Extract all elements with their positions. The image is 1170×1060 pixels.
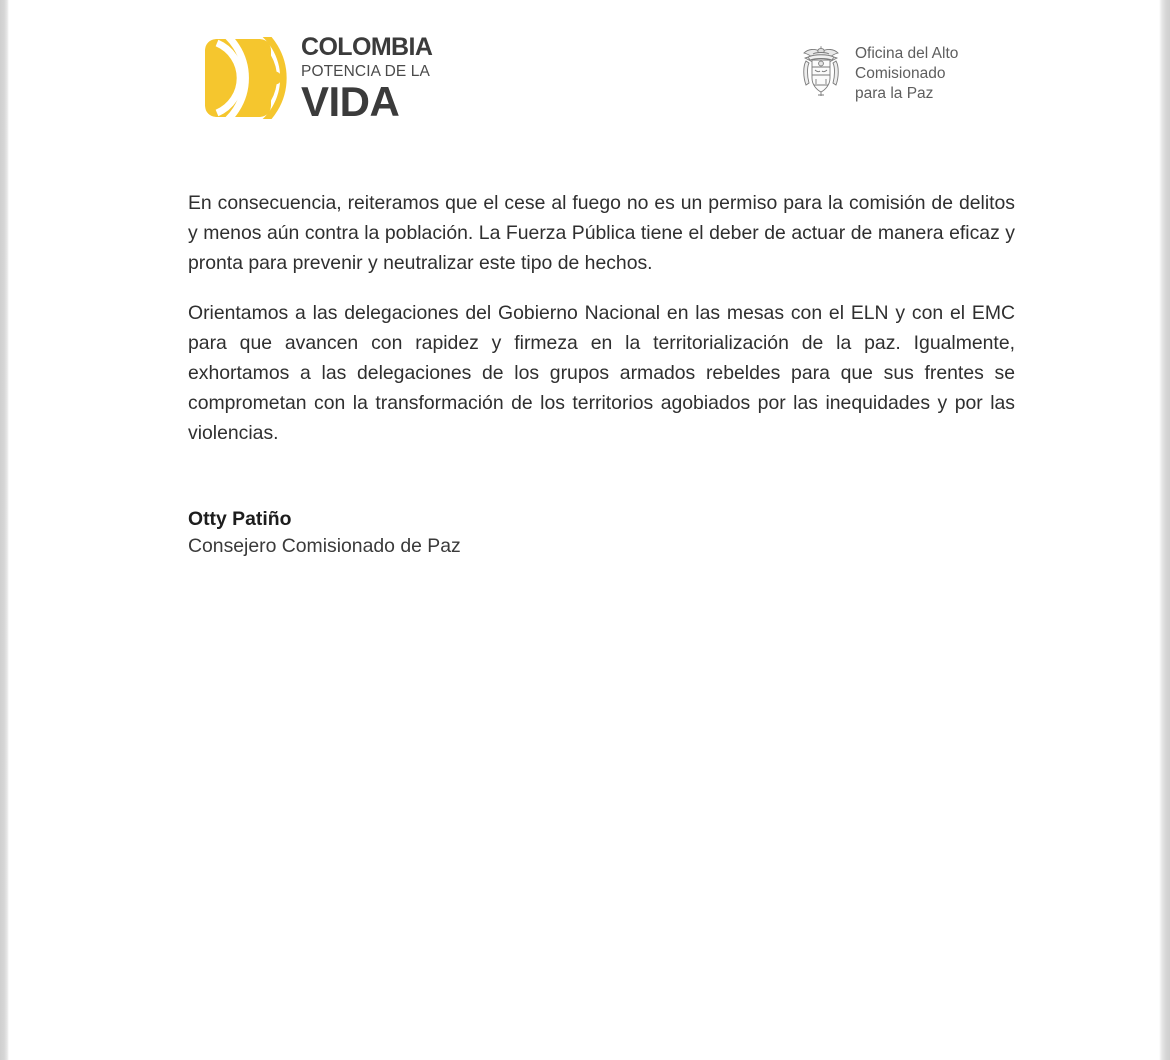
- oacp-brand-logo: [799, 42, 958, 103]
- colombia-potencia-vida-icon: [203, 37, 291, 119]
- brand-line-colombia: COLOMBIA: [301, 33, 433, 61]
- signature-role: Consejero Comisionado de Paz: [188, 535, 461, 557]
- signature-name: Otty Patiño: [188, 508, 292, 530]
- document-sheet: [9, 0, 1159, 1060]
- brand-line-potencia: POTENCIA DE LA: [301, 63, 430, 80]
- colombia-coat-of-arms-icon: [799, 45, 843, 97]
- signature-block: [188, 506, 788, 560]
- oacp-line-3: para la Paz: [855, 84, 934, 102]
- body-paragraph: Orientamos a las delegaciones del Gobierno Nacional en las mesas con el ELN y con el EMC para que avancen con rapidez y firmeza en la territorialización de la paz. Igualmente, exhortamos a las delegaciones de los grupos armados rebeldes para que sus frentes se comprometan con la transformación de los territorios agobiados por las inequidades y por las violencias.: [188, 302, 1015, 444]
- document-body: [188, 188, 1015, 448]
- body-paragraph: En consecuencia, reiteramos que el cese al fuego no es un permiso para la comisión de delitos y menos aún contra la población. La Fuerza Pública tiene el deber de actuar de manera eficaz y pronta para prevenir y neutralizar este tipo de hechos.: [188, 192, 1015, 274]
- oacp-brand-text: [855, 42, 958, 103]
- oacp-line-2: Comisionado: [855, 64, 946, 82]
- document-header: [9, 0, 1159, 150]
- colombia-brand-logo: [203, 33, 432, 123]
- oacp-line-1: Oficina del Alto: [855, 45, 959, 62]
- colombia-brand-wordmark: [301, 33, 432, 123]
- brand-line-vida: VIDA: [301, 77, 400, 125]
